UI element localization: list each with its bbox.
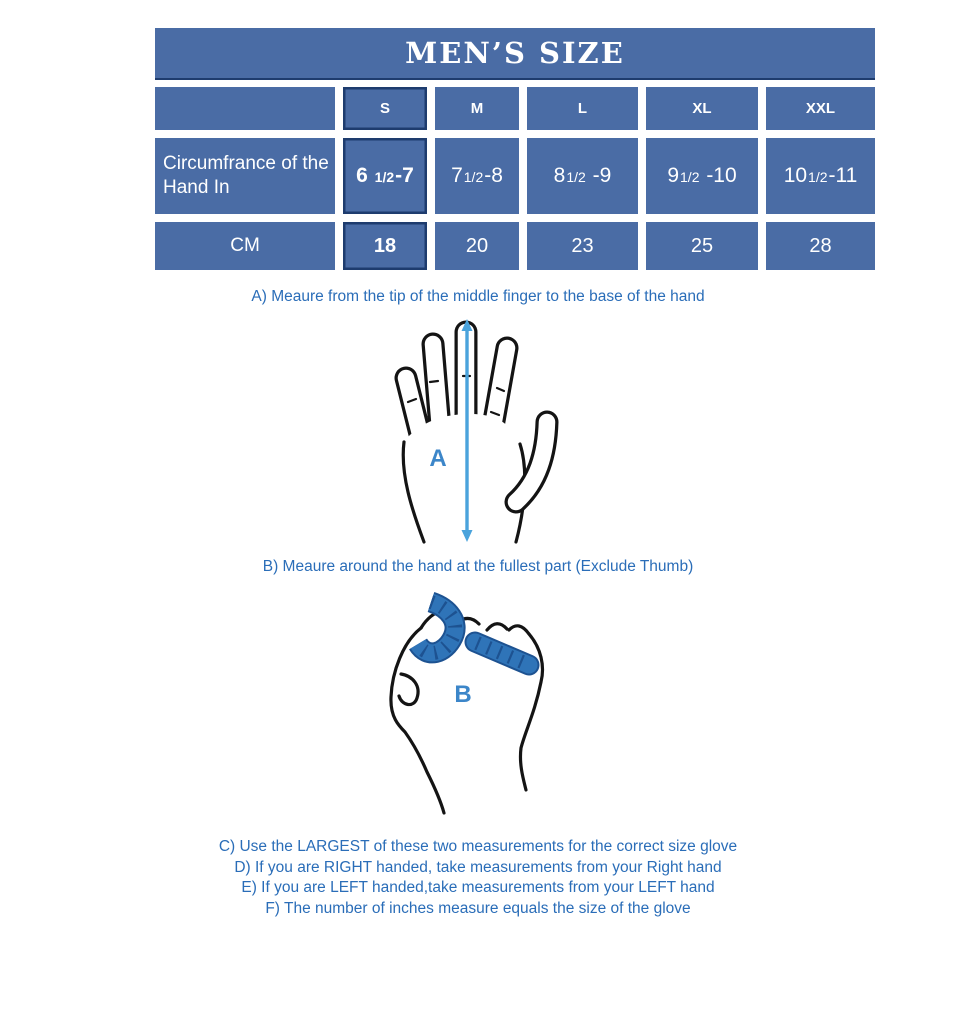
instruction-list — [0, 837, 956, 919]
instruction-b: B) Meaure around the hand at the fullest part (Exclude Thumb) — [262, 558, 694, 575]
label-a: A — [429, 445, 447, 472]
circumference-row — [155, 138, 875, 214]
value-cell: 20 — [435, 222, 519, 270]
value-cell: 18 — [343, 222, 427, 270]
col-header-l: L — [527, 87, 638, 130]
row-label: Circumfrance of the Hand In — [155, 138, 335, 214]
value-cell: 101/2-11 — [766, 138, 875, 214]
value-cell: 6 1/2-7 — [343, 138, 427, 214]
row-label: CM — [155, 222, 335, 270]
table-header-row — [155, 87, 875, 130]
mens-size-table — [155, 28, 875, 270]
instruction-c: C) Use the LARGEST of these two measurements for the correct size glove — [218, 838, 738, 855]
col-header-m: M — [435, 87, 519, 130]
table-title: MEN’S SIZE — [155, 28, 875, 80]
label-b: B — [454, 681, 472, 708]
open-hand-illustration — [380, 316, 576, 546]
instruction-d: D) If you are RIGHT handed, take measurements from your Right hand — [234, 858, 722, 876]
table-body — [155, 138, 875, 270]
col-header-s: S — [343, 87, 427, 130]
value-cell: 23 — [527, 222, 638, 270]
col-header-blank — [155, 87, 335, 130]
col-header-xl: XL — [646, 87, 758, 130]
value-cell: 71/2-8 — [435, 138, 519, 214]
instruction-f: F) The number of inches measure equals the size of the glove — [265, 899, 691, 917]
value-cell: 91/2 -10 — [646, 138, 758, 214]
value-cell: 81/2 -9 — [527, 138, 638, 214]
col-header-xxl: XXL — [766, 87, 875, 130]
instruction-a: A) Meaure from the tip of the middle finger to the base of the hand — [251, 288, 705, 305]
instruction-e: E) If you are LEFT handed,take measurements from your LEFT hand — [241, 879, 715, 896]
fist-illustration — [383, 582, 573, 817]
cm-row — [155, 222, 875, 270]
hand-circumference-figure — [0, 582, 956, 817]
value-cell: 25 — [646, 222, 758, 270]
hand-length-figure — [0, 316, 956, 546]
value-cell: 28 — [766, 222, 875, 270]
